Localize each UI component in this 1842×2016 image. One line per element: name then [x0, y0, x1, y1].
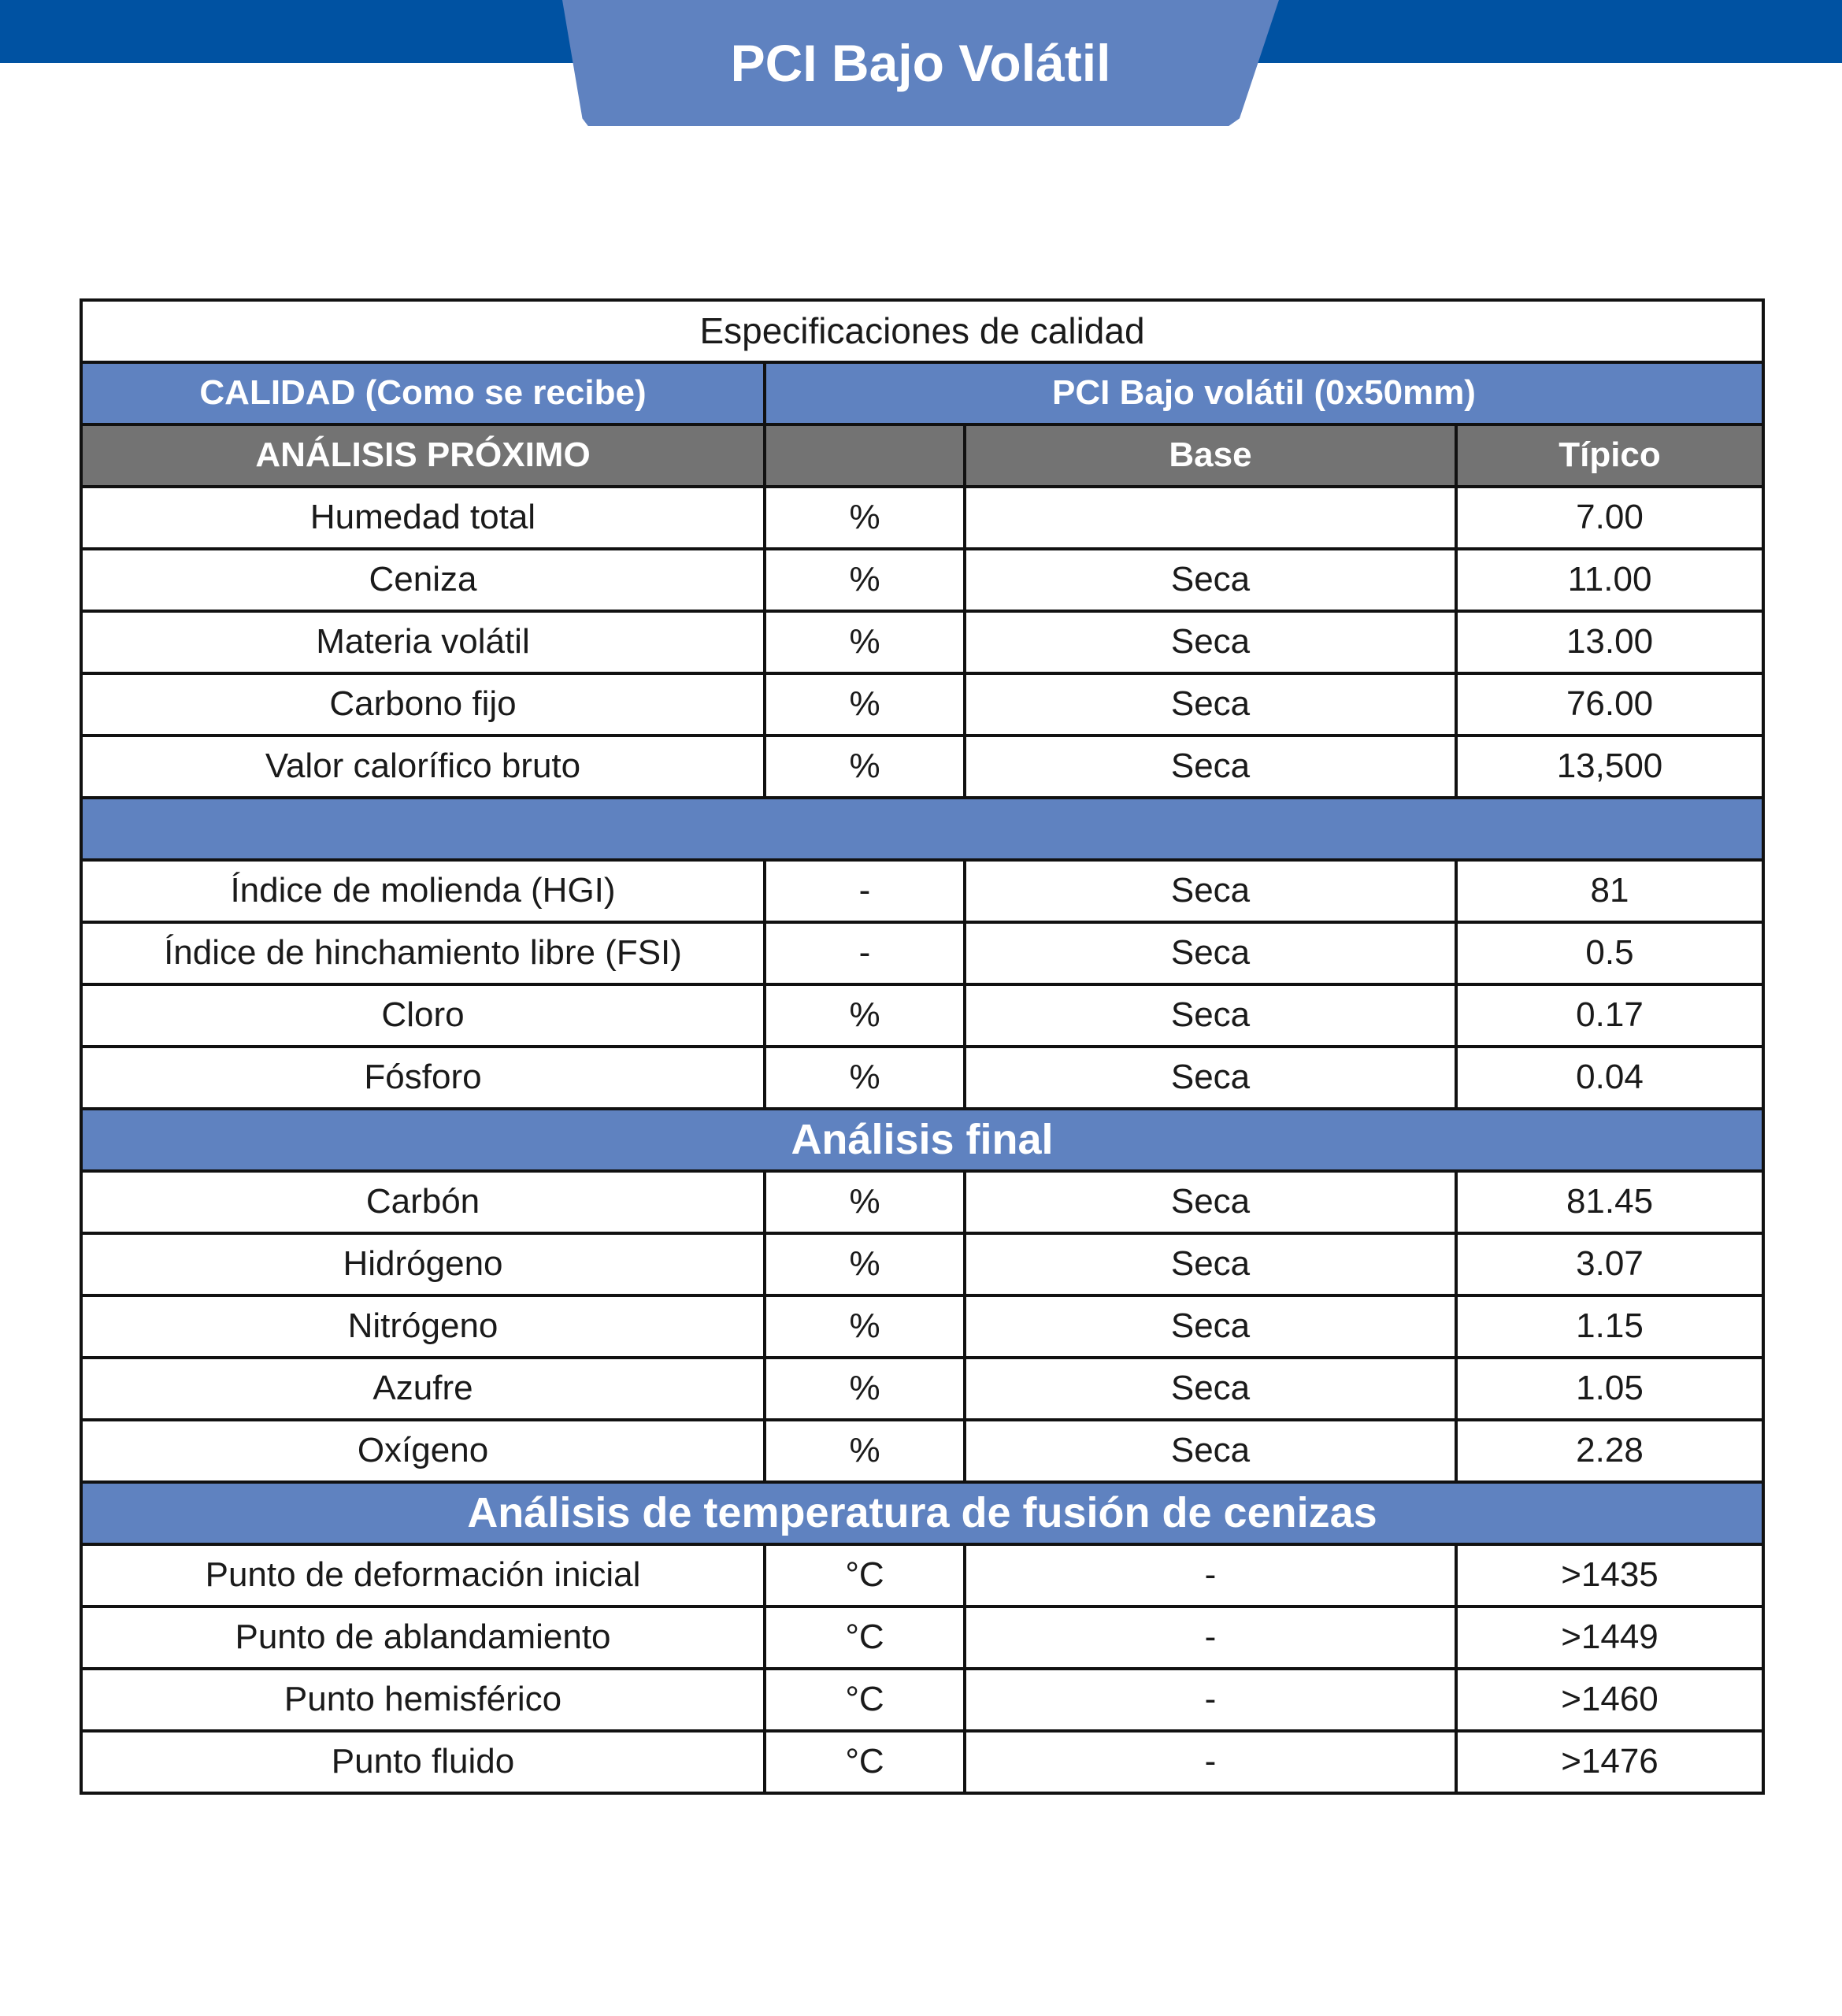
table-caption-row — [81, 300, 1763, 362]
cell-unit: % — [765, 549, 965, 611]
ultimate-header-row — [81, 1109, 1763, 1171]
cell-value: 81 — [1456, 860, 1763, 922]
cell-value: 81.45 — [1456, 1171, 1763, 1233]
cell-unit: - — [765, 860, 965, 922]
cell-base: Seca — [965, 984, 1456, 1047]
ultimate-title: Análisis final — [81, 1109, 1763, 1171]
cell-name: Cloro — [81, 984, 765, 1047]
cell-base: Seca — [965, 860, 1456, 922]
table-row — [81, 1171, 1763, 1233]
cell-name: Humedad total — [81, 487, 765, 549]
cell-base: Seca — [965, 1233, 1456, 1295]
cell-name: Ceniza — [81, 549, 765, 611]
cell-value: >1449 — [1456, 1606, 1763, 1669]
cell-base: Seca — [965, 922, 1456, 984]
cell-base: Seca — [965, 611, 1456, 673]
cell-base: - — [965, 1731, 1456, 1793]
table-row — [81, 922, 1763, 984]
cell-name: Valor calorífico bruto — [81, 736, 765, 798]
table-row — [81, 1047, 1763, 1109]
cell-name: Carbono fijo — [81, 673, 765, 736]
table-row — [81, 673, 1763, 736]
table-row — [81, 1420, 1763, 1482]
table-row — [81, 549, 1763, 611]
cell-base: - — [965, 1544, 1456, 1606]
cell-name: Punto hemisférico — [81, 1669, 765, 1731]
cell-value: 0.17 — [1456, 984, 1763, 1047]
cell-value: >1476 — [1456, 1731, 1763, 1793]
cell-base: Seca — [965, 1295, 1456, 1358]
cell-name: Punto fluido — [81, 1731, 765, 1793]
cell-base: Seca — [965, 549, 1456, 611]
table-caption: Especificaciones de calidad — [81, 300, 1763, 362]
cell-unit: °C — [765, 1606, 965, 1669]
table-row — [81, 1233, 1763, 1295]
cell-name: Oxígeno — [81, 1420, 765, 1482]
cell-unit: % — [765, 673, 965, 736]
cell-unit: °C — [765, 1544, 965, 1606]
cell-value: 7.00 — [1456, 487, 1763, 549]
cell-value: 2.28 — [1456, 1420, 1763, 1482]
ash-title: Análisis de temperatura de fusión de cenizas — [81, 1482, 1763, 1544]
cell-unit: °C — [765, 1669, 965, 1731]
cell-name: Índice de molienda (HGI) — [81, 860, 765, 922]
cell-value: 0.04 — [1456, 1047, 1763, 1109]
table-row — [81, 1358, 1763, 1420]
cell-unit: % — [765, 1233, 965, 1295]
table-row — [81, 1731, 1763, 1793]
cell-base: Seca — [965, 1047, 1456, 1109]
cell-name: Punto de deformación inicial — [81, 1544, 765, 1606]
proximate-header-row — [81, 424, 1763, 487]
table-row — [81, 736, 1763, 798]
page-title: PCI Bajo Volátil — [730, 34, 1111, 92]
cell-base: Seca — [965, 1420, 1456, 1482]
cell-value: 76.00 — [1456, 673, 1763, 736]
cell-unit: % — [765, 487, 965, 549]
cell-base: Seca — [965, 673, 1456, 736]
cell-value: >1460 — [1456, 1669, 1763, 1731]
table-row — [81, 611, 1763, 673]
base-header: Base — [965, 424, 1456, 487]
table-row — [81, 487, 1763, 549]
cell-value: 1.15 — [1456, 1295, 1763, 1358]
cell-unit: % — [765, 1171, 965, 1233]
cell-unit: - — [765, 922, 965, 984]
table-row — [81, 1544, 1763, 1606]
quality-spec-table — [80, 298, 1765, 1795]
cell-name: Azufre — [81, 1358, 765, 1420]
quality-header-row — [81, 362, 1763, 424]
cell-unit: % — [765, 1358, 965, 1420]
cell-base — [965, 487, 1456, 549]
cell-base: - — [965, 1606, 1456, 1669]
cell-unit: % — [765, 1420, 965, 1482]
cell-unit: °C — [765, 1731, 965, 1793]
table-row — [81, 1606, 1763, 1669]
cell-base: - — [965, 1669, 1456, 1731]
cell-value: 13.00 — [1456, 611, 1763, 673]
cell-base: Seca — [965, 1358, 1456, 1420]
unit-header — [765, 424, 965, 487]
quality-label: CALIDAD (Como se recibe) — [81, 362, 765, 424]
cell-unit: % — [765, 736, 965, 798]
blue-separator-row — [81, 798, 1763, 860]
cell-name: Nitrógeno — [81, 1295, 765, 1358]
cell-value: 13,500 — [1456, 736, 1763, 798]
cell-unit: % — [765, 1047, 965, 1109]
cell-unit: % — [765, 984, 965, 1047]
table-row — [81, 1295, 1763, 1358]
table-row — [81, 984, 1763, 1047]
cell-base: Seca — [965, 1171, 1456, 1233]
table-row — [81, 1669, 1763, 1731]
proximate-label: ANÁLISIS PRÓXIMO — [81, 424, 765, 487]
separator-cell — [81, 798, 1763, 860]
cell-name: Materia volátil — [81, 611, 765, 673]
cell-name: Carbón — [81, 1171, 765, 1233]
cell-name: Punto de ablandamiento — [81, 1606, 765, 1669]
cell-value: 3.07 — [1456, 1233, 1763, 1295]
cell-name: Índice de hinchamiento libre (FSI) — [81, 922, 765, 984]
cell-base: Seca — [965, 736, 1456, 798]
cell-unit: % — [765, 611, 965, 673]
cell-unit: % — [765, 1295, 965, 1358]
typical-header: Típico — [1456, 424, 1763, 487]
ash-header-row — [81, 1482, 1763, 1544]
table-row — [81, 860, 1763, 922]
cell-name: Fósforo — [81, 1047, 765, 1109]
product-label: PCI Bajo volátil (0x50mm) — [765, 362, 1763, 424]
cell-value: 11.00 — [1456, 549, 1763, 611]
cell-value: 0.5 — [1456, 922, 1763, 984]
cell-value: 1.05 — [1456, 1358, 1763, 1420]
cell-value: >1435 — [1456, 1544, 1763, 1606]
cell-name: Hidrógeno — [81, 1233, 765, 1295]
